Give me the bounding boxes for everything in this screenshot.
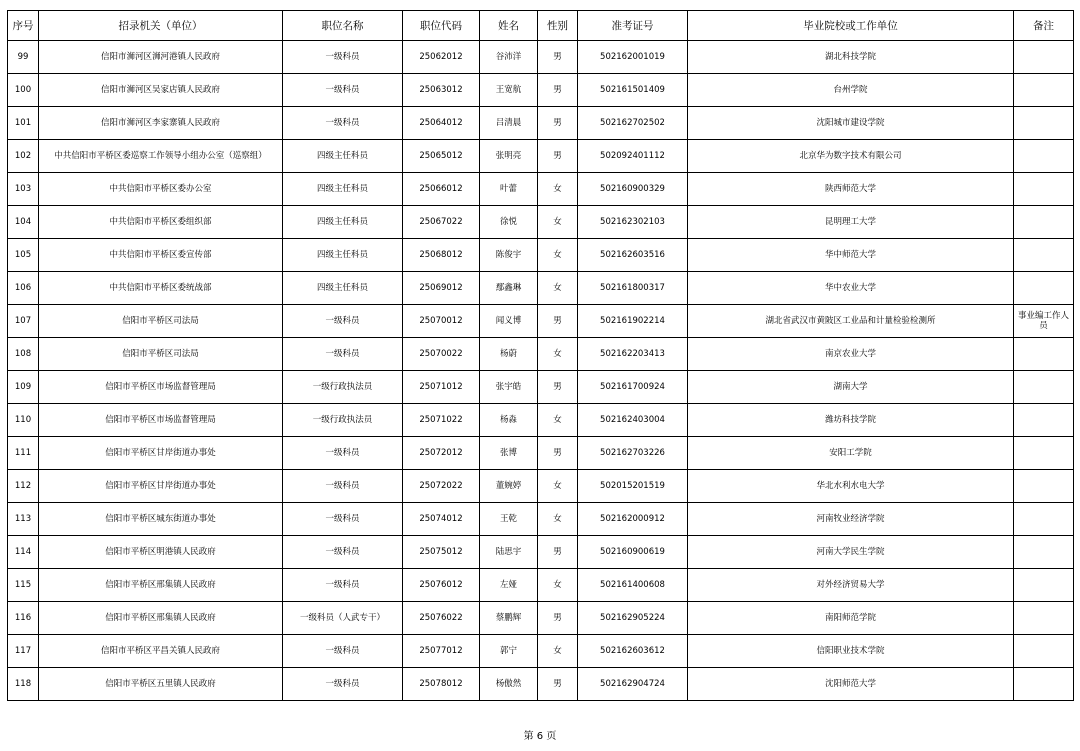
- remarks-cell: [1014, 140, 1074, 173]
- header-cell: 招录机关（单位）: [39, 11, 283, 41]
- school-or-employer-cell: 陕西师范大学: [688, 173, 1014, 206]
- position-name-cell: 一级科员: [283, 569, 403, 602]
- position-name-cell: 一级科员（人武专干）: [283, 602, 403, 635]
- exam-ticket-number-cell: 502161700924: [578, 371, 688, 404]
- candidate-name-cell: 张博: [480, 437, 538, 470]
- candidate-name-cell: 鄢鑫琳: [480, 272, 538, 305]
- candidate-name-cell: 杨蔚: [480, 338, 538, 371]
- recruiting-agency-cell: 信阳市平桥区明港镇人民政府: [39, 536, 283, 569]
- table-row: [8, 272, 1074, 305]
- header-cell: 准考证号: [578, 11, 688, 41]
- position-code-cell: 25076012: [403, 569, 480, 602]
- serial-number-cell: 101: [8, 107, 39, 140]
- position-name-cell: 一级科员: [283, 338, 403, 371]
- table-row: [8, 239, 1074, 272]
- position-name-cell: 一级科员: [283, 305, 403, 338]
- position-code-cell: 25069012: [403, 272, 480, 305]
- exam-ticket-number-cell: 502162702502: [578, 107, 688, 140]
- exam-ticket-number-cell: 502162905224: [578, 602, 688, 635]
- table-row: [8, 503, 1074, 536]
- header-cell: 序号: [8, 11, 39, 41]
- gender-cell: 男: [538, 536, 578, 569]
- remarks-cell: [1014, 371, 1074, 404]
- exam-ticket-number-cell: 502162203413: [578, 338, 688, 371]
- position-name-cell: 一级科员: [283, 74, 403, 107]
- recruiting-agency-cell: 信阳市平桥区市场监督管理局: [39, 404, 283, 437]
- gender-cell: 男: [538, 668, 578, 701]
- school-or-employer-cell: 台州学院: [688, 74, 1014, 107]
- candidate-name-cell: 左娅: [480, 569, 538, 602]
- recruiting-agency-cell: 信阳市平桥区邢集镇人民政府: [39, 569, 283, 602]
- exam-ticket-number-cell: 502161902214: [578, 305, 688, 338]
- table-row: [8, 140, 1074, 173]
- position-code-cell: 25071012: [403, 371, 480, 404]
- school-or-employer-cell: 南阳师范学院: [688, 602, 1014, 635]
- school-or-employer-cell: 华北水利水电大学: [688, 470, 1014, 503]
- gender-cell: 男: [538, 437, 578, 470]
- position-name-cell: 一级科员: [283, 41, 403, 74]
- remarks-cell: [1014, 41, 1074, 74]
- recruiting-agency-cell: 信阳市平桥区司法局: [39, 305, 283, 338]
- exam-ticket-number-cell: 502162403004: [578, 404, 688, 437]
- position-name-cell: 一级科员: [283, 503, 403, 536]
- recruiting-agency-cell: 信阳市平桥区甘岸街道办事处: [39, 470, 283, 503]
- gender-cell: 男: [538, 371, 578, 404]
- candidate-name-cell: 杨傲然: [480, 668, 538, 701]
- recruiting-agency-cell: 中共信阳市平桥区委办公室: [39, 173, 283, 206]
- gender-cell: 女: [538, 503, 578, 536]
- table-row: [8, 404, 1074, 437]
- table-row: [8, 437, 1074, 470]
- gender-cell: 男: [538, 305, 578, 338]
- position-code-cell: 25065012: [403, 140, 480, 173]
- exam-ticket-number-cell: 502015201519: [578, 470, 688, 503]
- position-code-cell: 25066012: [403, 173, 480, 206]
- page-number: 第 6 页: [523, 731, 557, 742]
- exam-ticket-number-cell: 502162904724: [578, 668, 688, 701]
- exam-ticket-number-cell: 502092401112: [578, 140, 688, 173]
- serial-number-cell: 109: [8, 371, 39, 404]
- gender-cell: 男: [538, 41, 578, 74]
- remarks-cell: [1014, 635, 1074, 668]
- school-or-employer-cell: 对外经济贸易大学: [688, 569, 1014, 602]
- candidate-name-cell: 吕清晨: [480, 107, 538, 140]
- position-name-cell: 一级科员: [283, 668, 403, 701]
- position-name-cell: 一级科员: [283, 107, 403, 140]
- table-row: [8, 305, 1074, 338]
- gender-cell: 女: [538, 239, 578, 272]
- school-or-employer-cell: 潍坊科技学院: [688, 404, 1014, 437]
- candidate-name-cell: 叶蕾: [480, 173, 538, 206]
- recruiting-agency-cell: 中共信阳市平桥区委组织部: [39, 206, 283, 239]
- exam-ticket-number-cell: 502161800317: [578, 272, 688, 305]
- serial-number-cell: 99: [8, 41, 39, 74]
- table-row: [8, 668, 1074, 701]
- position-code-cell: 25074012: [403, 503, 480, 536]
- remarks-cell: [1014, 404, 1074, 437]
- remarks-cell: [1014, 107, 1074, 140]
- school-or-employer-cell: 沈阳师范大学: [688, 668, 1014, 701]
- serial-number-cell: 117: [8, 635, 39, 668]
- gender-cell: 女: [538, 272, 578, 305]
- header-cell: 姓名: [480, 11, 538, 41]
- candidate-name-cell: 张宇皓: [480, 371, 538, 404]
- gender-cell: 女: [538, 569, 578, 602]
- exam-ticket-number-cell: 502160900619: [578, 536, 688, 569]
- recruiting-agency-cell: 信阳市平桥区城东街道办事处: [39, 503, 283, 536]
- table-row: [8, 206, 1074, 239]
- school-or-employer-cell: 南京农业大学: [688, 338, 1014, 371]
- serial-number-cell: 100: [8, 74, 39, 107]
- roster-sheet: [7, 10, 1074, 701]
- position-code-cell: 25072022: [403, 470, 480, 503]
- remarks-cell: [1014, 503, 1074, 536]
- recruiting-agency-cell: 中共信阳市平桥区委统战部: [39, 272, 283, 305]
- position-name-cell: 四级主任科员: [283, 173, 403, 206]
- recruiting-agency-cell: 信阳市平桥区邢集镇人民政府: [39, 602, 283, 635]
- remarks-cell: [1014, 272, 1074, 305]
- exam-ticket-number-cell: 502162302103: [578, 206, 688, 239]
- position-code-cell: 25063012: [403, 74, 480, 107]
- exam-ticket-number-cell: 502162001019: [578, 41, 688, 74]
- remarks-cell: [1014, 536, 1074, 569]
- serial-number-cell: 114: [8, 536, 39, 569]
- serial-number-cell: 113: [8, 503, 39, 536]
- serial-number-cell: 110: [8, 404, 39, 437]
- recruiting-agency-cell: 信阳市平桥区甘岸街道办事处: [39, 437, 283, 470]
- position-code-cell: 25064012: [403, 107, 480, 140]
- table-row: [8, 371, 1074, 404]
- school-or-employer-cell: 昆明理工大学: [688, 206, 1014, 239]
- position-code-cell: 25075012: [403, 536, 480, 569]
- serial-number-cell: 106: [8, 272, 39, 305]
- table-body: [8, 41, 1074, 701]
- gender-cell: 男: [538, 140, 578, 173]
- remarks-cell: [1014, 470, 1074, 503]
- school-or-employer-cell: 华中农业大学: [688, 272, 1014, 305]
- candidate-name-cell: 王宽航: [480, 74, 538, 107]
- header-cell: 职位代码: [403, 11, 480, 41]
- remarks-cell: [1014, 206, 1074, 239]
- remarks-cell: 事业编工作人员: [1014, 305, 1074, 338]
- position-code-cell: 25076022: [403, 602, 480, 635]
- serial-number-cell: 118: [8, 668, 39, 701]
- serial-number-cell: 104: [8, 206, 39, 239]
- position-name-cell: 一级行政执法员: [283, 404, 403, 437]
- header-cell: 备注: [1014, 11, 1074, 41]
- school-or-employer-cell: 湖北省武汉市黄陂区工业品和计量检验检测所: [688, 305, 1014, 338]
- position-code-cell: 25077012: [403, 635, 480, 668]
- recruiting-agency-cell: 信阳市平桥区平昌关镇人民政府: [39, 635, 283, 668]
- gender-cell: 男: [538, 74, 578, 107]
- exam-ticket-number-cell: 502160900329: [578, 173, 688, 206]
- candidate-name-cell: 王乾: [480, 503, 538, 536]
- remarks-cell: [1014, 569, 1074, 602]
- table-row: [8, 173, 1074, 206]
- remarks-cell: [1014, 338, 1074, 371]
- recruiting-agency-cell: 信阳市平桥区司法局: [39, 338, 283, 371]
- header-cell: 毕业院校或工作单位: [688, 11, 1014, 41]
- remarks-cell: [1014, 173, 1074, 206]
- candidate-table: [7, 10, 1074, 701]
- header-row: [8, 11, 1074, 41]
- recruiting-agency-cell: 信阳市平桥区五里镇人民政府: [39, 668, 283, 701]
- table-row: [8, 569, 1074, 602]
- position-code-cell: 25072012: [403, 437, 480, 470]
- candidate-name-cell: 陆思宇: [480, 536, 538, 569]
- gender-cell: 女: [538, 206, 578, 239]
- serial-number-cell: 105: [8, 239, 39, 272]
- exam-ticket-number-cell: 502161501409: [578, 74, 688, 107]
- candidate-name-cell: 杨淼: [480, 404, 538, 437]
- school-or-employer-cell: 北京华为数字技术有限公司: [688, 140, 1014, 173]
- recruiting-agency-cell: 信阳市浉河区吴家店镇人民政府: [39, 74, 283, 107]
- candidate-name-cell: 董婉婷: [480, 470, 538, 503]
- school-or-employer-cell: 湖南大学: [688, 371, 1014, 404]
- position-name-cell: 一级科员: [283, 437, 403, 470]
- candidate-name-cell: 张明亮: [480, 140, 538, 173]
- remarks-cell: [1014, 437, 1074, 470]
- table-row: [8, 470, 1074, 503]
- table-row: [8, 107, 1074, 140]
- recruiting-agency-cell: 信阳市平桥区市场监督管理局: [39, 371, 283, 404]
- exam-ticket-number-cell: 502162703226: [578, 437, 688, 470]
- exam-ticket-number-cell: 502161400608: [578, 569, 688, 602]
- table-row: [8, 635, 1074, 668]
- exam-ticket-number-cell: 502162603612: [578, 635, 688, 668]
- table-row: [8, 338, 1074, 371]
- position-code-cell: 25070012: [403, 305, 480, 338]
- serial-number-cell: 108: [8, 338, 39, 371]
- position-code-cell: 25071022: [403, 404, 480, 437]
- serial-number-cell: 116: [8, 602, 39, 635]
- recruiting-agency-cell: 中共信阳市平桥区委巡察工作领导小组办公室（巡察组）: [39, 140, 283, 173]
- candidate-name-cell: 谷沛洋: [480, 41, 538, 74]
- position-name-cell: 四级主任科员: [283, 206, 403, 239]
- school-or-employer-cell: 湖北科技学院: [688, 41, 1014, 74]
- gender-cell: 女: [538, 635, 578, 668]
- gender-cell: 女: [538, 338, 578, 371]
- position-code-cell: 25068012: [403, 239, 480, 272]
- serial-number-cell: 112: [8, 470, 39, 503]
- serial-number-cell: 102: [8, 140, 39, 173]
- school-or-employer-cell: 河南牧业经济学院: [688, 503, 1014, 536]
- position-name-cell: 一级科员: [283, 470, 403, 503]
- candidate-name-cell: 闻义博: [480, 305, 538, 338]
- candidate-name-cell: 徐悦: [480, 206, 538, 239]
- position-name-cell: 四级主任科员: [283, 272, 403, 305]
- position-name-cell: 一级科员: [283, 635, 403, 668]
- gender-cell: 女: [538, 404, 578, 437]
- school-or-employer-cell: 华中师范大学: [688, 239, 1014, 272]
- position-code-cell: 25067022: [403, 206, 480, 239]
- remarks-cell: [1014, 602, 1074, 635]
- serial-number-cell: 115: [8, 569, 39, 602]
- school-or-employer-cell: 河南大学民生学院: [688, 536, 1014, 569]
- school-or-employer-cell: 安阳工学院: [688, 437, 1014, 470]
- candidate-name-cell: 陈俊宇: [480, 239, 538, 272]
- position-code-cell: 25062012: [403, 41, 480, 74]
- school-or-employer-cell: 沈阳城市建设学院: [688, 107, 1014, 140]
- position-name-cell: 四级主任科员: [283, 140, 403, 173]
- exam-ticket-number-cell: 502162000912: [578, 503, 688, 536]
- remarks-cell: [1014, 239, 1074, 272]
- gender-cell: 男: [538, 107, 578, 140]
- recruiting-agency-cell: 中共信阳市平桥区委宣传部: [39, 239, 283, 272]
- remarks-cell: [1014, 668, 1074, 701]
- school-or-employer-cell: 信阳职业技术学院: [688, 635, 1014, 668]
- recruiting-agency-cell: 信阳市浉河区浉河港镇人民政府: [39, 41, 283, 74]
- serial-number-cell: 111: [8, 437, 39, 470]
- gender-cell: 女: [538, 470, 578, 503]
- table-row: [8, 74, 1074, 107]
- candidate-name-cell: 郭宁: [480, 635, 538, 668]
- position-code-cell: 25078012: [403, 668, 480, 701]
- header-cell: 职位名称: [283, 11, 403, 41]
- position-code-cell: 25070022: [403, 338, 480, 371]
- candidate-name-cell: 蔡鹏辉: [480, 602, 538, 635]
- position-name-cell: 一级科员: [283, 536, 403, 569]
- gender-cell: 男: [538, 602, 578, 635]
- serial-number-cell: 107: [8, 305, 39, 338]
- table-row: [8, 536, 1074, 569]
- position-name-cell: 一级行政执法员: [283, 371, 403, 404]
- serial-number-cell: 103: [8, 173, 39, 206]
- recruiting-agency-cell: 信阳市浉河区李家寨镇人民政府: [39, 107, 283, 140]
- gender-cell: 女: [538, 173, 578, 206]
- table-row: [8, 41, 1074, 74]
- table-row: [8, 602, 1074, 635]
- position-name-cell: 四级主任科员: [283, 239, 403, 272]
- remarks-cell: [1014, 74, 1074, 107]
- header-cell: 性别: [538, 11, 578, 41]
- exam-ticket-number-cell: 502162603516: [578, 239, 688, 272]
